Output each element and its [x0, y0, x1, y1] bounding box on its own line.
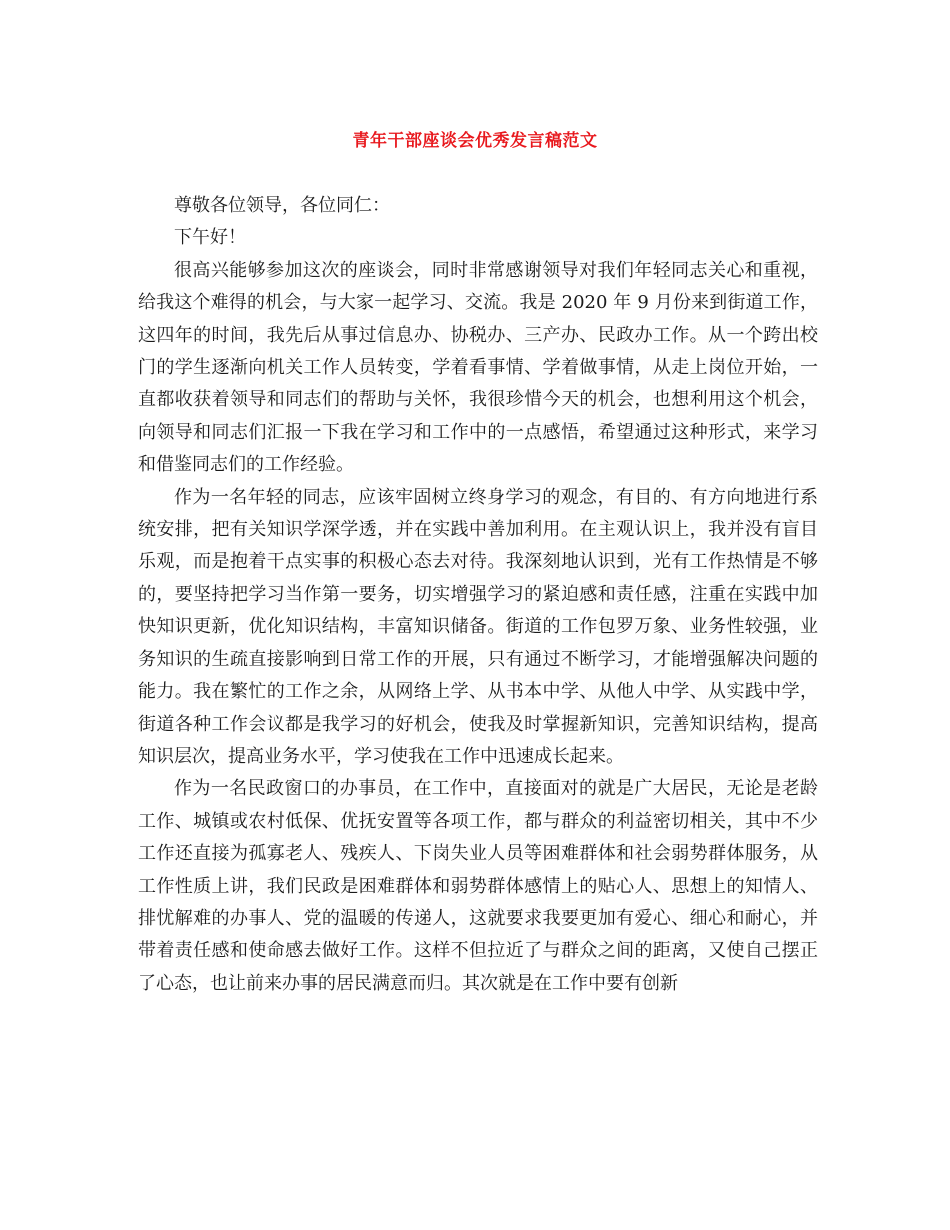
- body-paragraph: 很高兴能够参加这次的座谈会，同时非常感谢领导对我们年轻同志关心和重视，给我这个难得的机会，与大家一起学习、交流。我是 2020 年 9 月份来到街道工作，这四年的时间，我先后从事过信息办、协税办、三产办、民政办工作。从一个跨出校门的学生逐渐向机关工作人员转变，学着看事情、学着做事情，从走上岗位开始，一直都收获着领导和同志们的帮助与关怀，我很珍惜今天的机会，也想利用这个机会，向领导和同志们汇报一下我在学习和工作中的一点感悟，希望通过这种形式，来学习和借鉴同志们的工作经验。: [138, 259, 818, 476]
- greeting-paragraph: 下午好！: [174, 227, 246, 249]
- body-paragraph: 作为一名年轻的同志，应该牢固树立终身学习的观念，有目的、有方向地进行系统安排，把有关知识学深学透，并在实践中善加利用。在主观认识上，我并没有盲目乐观，而是抱着干点实事的积极心态去对待。我深刻地认识到，光有工作热情是不够的，要坚持把学习当作第一要务，切实增强学习的紧迫感和责任感，注重在实践中加快知识更新，优化知识结构，丰富知识储备。街道的工作包罗万象、业务性较强，业务知识的生疏直接影响到日常工作的开展，只有通过不断学习，才能增强解决问题的能力。我在繁忙的工作之余，从网络上学、从书本中学、从他人中学、从实践中学，街道各种工作会议都是我学习的好机会，使我及时掌握新知识，完善知识结构，提高知识层次，提高业务水平，学习使我在工作中迅速成长起来。: [138, 486, 818, 767]
- document-title: 青年干部座谈会优秀发言稿范文: [352, 131, 598, 151]
- document-body: [138, 190, 818, 1000]
- body-paragraph: 作为一名民政窗口的办事员，在工作中，直接面对的就是广大居民，无论是老龄工作、城镇或农村低保、优抚安置等各项工作，都与群众的利益密切相关，其中不少工作还直接为孤寡老人、残疾人、下岗失业人员等困难群体和社会弱势群体服务，从工作性质上讲，我们民政是困难群体和弱势群体感情上的贴心人、思想上的知情人、排忧解难的办事人、党的温暖的传递人，这就要求我要更加有爱心、细心和耐心，并带着责任感和使命感去做好工作。这样不但拉近了与群众之间的距离，又使自己摆正了心态，也让前来办事的居民满意而归。其次就是在工作中要有创新: [138, 778, 818, 994]
- salutation-paragraph: 尊敬各位领导，各位同仁：: [174, 195, 390, 216]
